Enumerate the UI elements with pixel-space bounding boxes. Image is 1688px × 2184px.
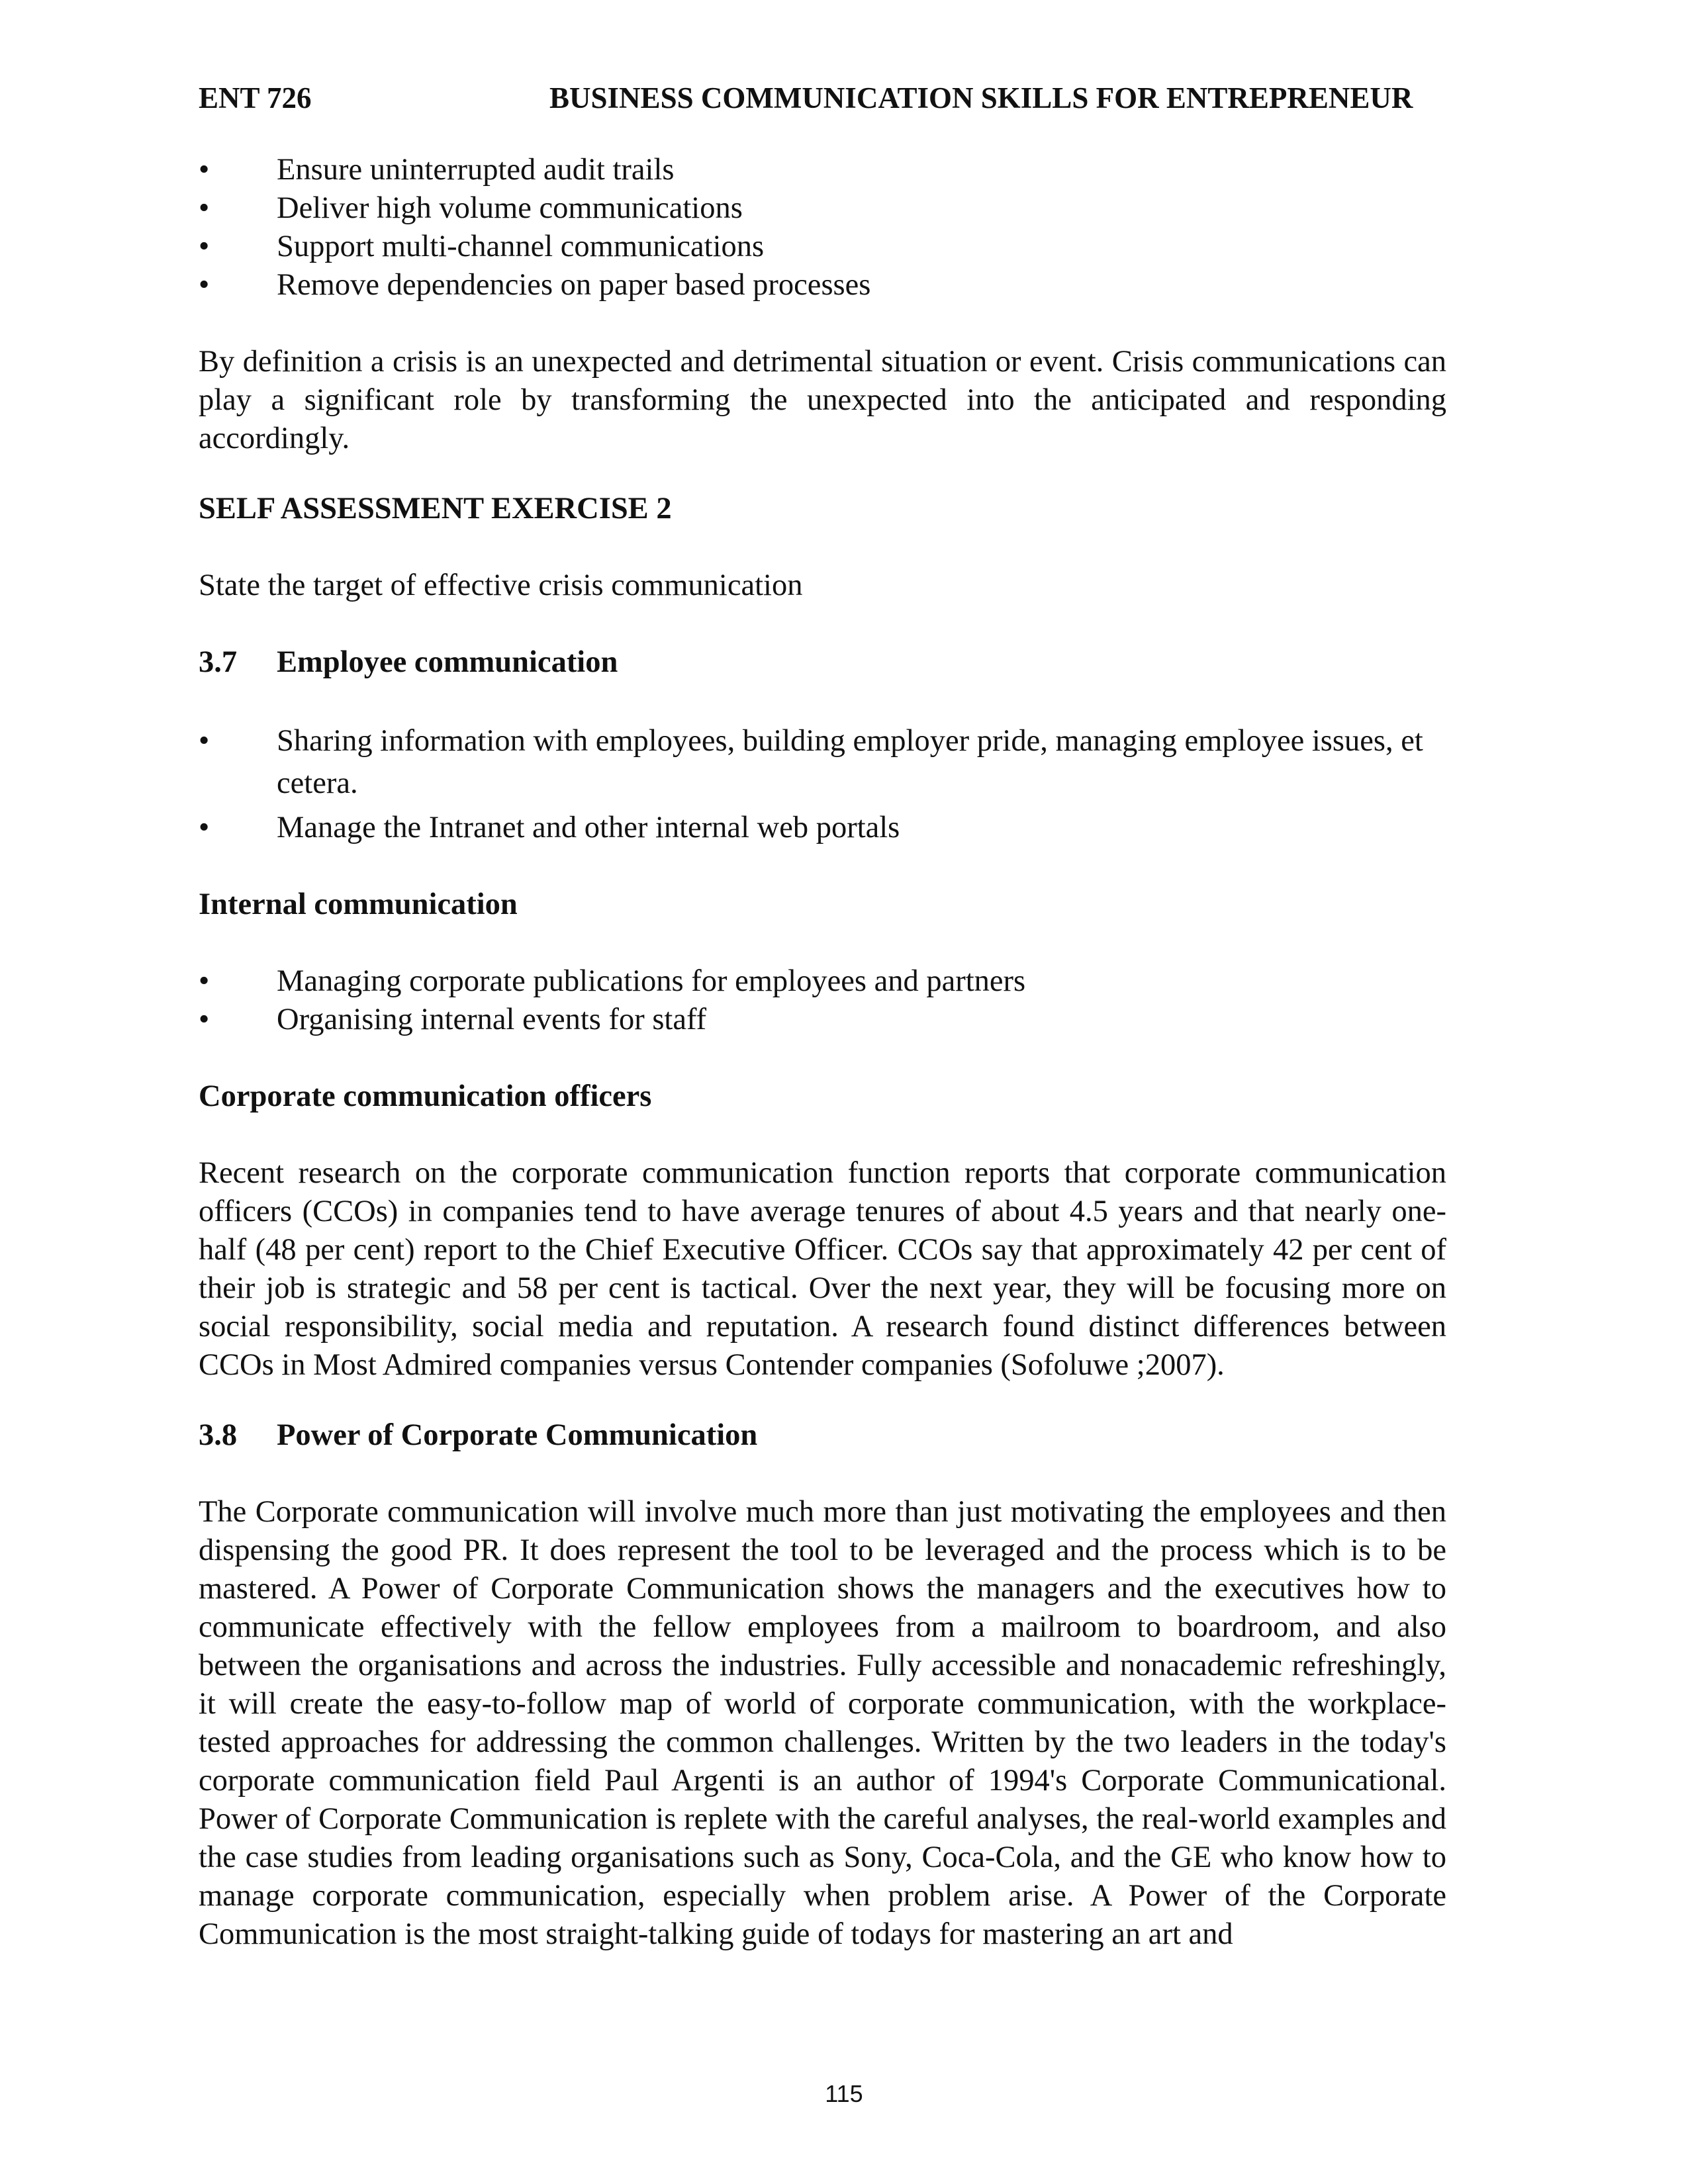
running-header: [199, 78, 1476, 118]
self-assessment-heading: SELF ASSESSMENT EXERCISE 2: [199, 492, 672, 525]
bullet-icon: •: [199, 724, 210, 758]
self-assessment-question: State the target of effective crisis communication: [199, 569, 803, 602]
bullet-icon: •: [199, 230, 210, 263]
list-item: • Deliver high volume communications: [199, 189, 1446, 228]
section-number: 3.7: [199, 645, 238, 679]
internal-communication-heading: Internal communication: [199, 887, 518, 921]
section-heading-3-8: [199, 1416, 1446, 1455]
list-item: • Manage the Intranet and other internal web portals: [199, 809, 1446, 847]
course-title: BUSINESS COMMUNICATION SKILLS FOR ENTREPRENEUR: [549, 81, 1413, 114]
section-heading-3-7: [199, 643, 1446, 682]
list-item: • Sharing information with employees, building employer pride, managing employee issues, et cetera.: [199, 720, 1446, 805]
section-title: Employee communication: [277, 645, 618, 679]
list-item: • Organising internal events for staff: [199, 1001, 1446, 1039]
list-item: • Remove dependencies on paper based processes: [199, 266, 1446, 304]
intro-bullet-list: [199, 151, 1446, 304]
internal-bullet-list: [199, 962, 1446, 1039]
officers-paragraph: Recent research on the corporate communication function reports that corporate communication officers (CCOs) in companies tend to have average tenures of about 4.5 years and that nearly one- half (48 per cent) report to the Chief Executive Officer. CCOs say that approximately 42 per cent of their job is strategic and 58 per cent is tactical. Over the next year, they will be focusing more on social responsibility, social media and reputation. A research found distinct differences between CCOs in Most Admired companies versus Contender companies (Sofoluwe ;2007).: [199, 1156, 1446, 1382]
power-paragraph: The Corporate communication will involve much more than just motivating the employees and then dispensing the good PR. It does represent the tool to be leveraged and the process which is to be mastered. A Power of Corporate Communication shows the managers and the executives how to communicate effectively with the fellow employees from a mailroom to boardroom, and also between the organisations and across the industries. Fully accessible and nonacademic refreshingly, it will create the easy-to-follow map of world of corporate communication, with the workplace-tested approaches for addressing the common challenges. Written by the two leaders in the today's corporate communication field Paul Argenti is an author of 1994's Corporate Communicational. Power of Corporate Communication is replete with the careful analyses, the real-world examples and the case studies from leading organisations such as Sony, Coca-Cola, and the GE who know how to manage corporate communication, especially when problem arise. A Power of the Corporate Communication is the most straight-talking guide of todays for mastering an art and: [199, 1495, 1446, 1951]
bullet-icon: •: [199, 811, 210, 844]
course-code: ENT 726: [199, 81, 312, 114]
page-content: [199, 151, 1446, 1954]
officers-heading: Corporate communication officers: [199, 1079, 652, 1113]
section-number: 3.8: [199, 1418, 238, 1452]
list-item: • Ensure uninterrupted audit trails: [199, 151, 1446, 189]
section-title: Power of Corporate Communication: [277, 1418, 758, 1452]
bullet-icon: •: [199, 1003, 210, 1036]
list-item: • Support multi-channel communications: [199, 228, 1446, 266]
list-item: • Managing corporate publications for employees and partners: [199, 962, 1446, 1001]
bullet-icon: •: [199, 964, 210, 998]
page-number: 115: [825, 2080, 863, 2107]
bullet-icon: •: [199, 153, 210, 187]
bullet-icon: •: [199, 191, 210, 225]
crisis-paragraph: By definition a crisis is an unexpected and detrimental situation or event. Crisis communications can play a significant role by transforming the unexpected into the anticipated and responding accordingly.: [199, 345, 1446, 455]
employee-bullet-list: [199, 720, 1446, 847]
bullet-icon: •: [199, 268, 210, 302]
